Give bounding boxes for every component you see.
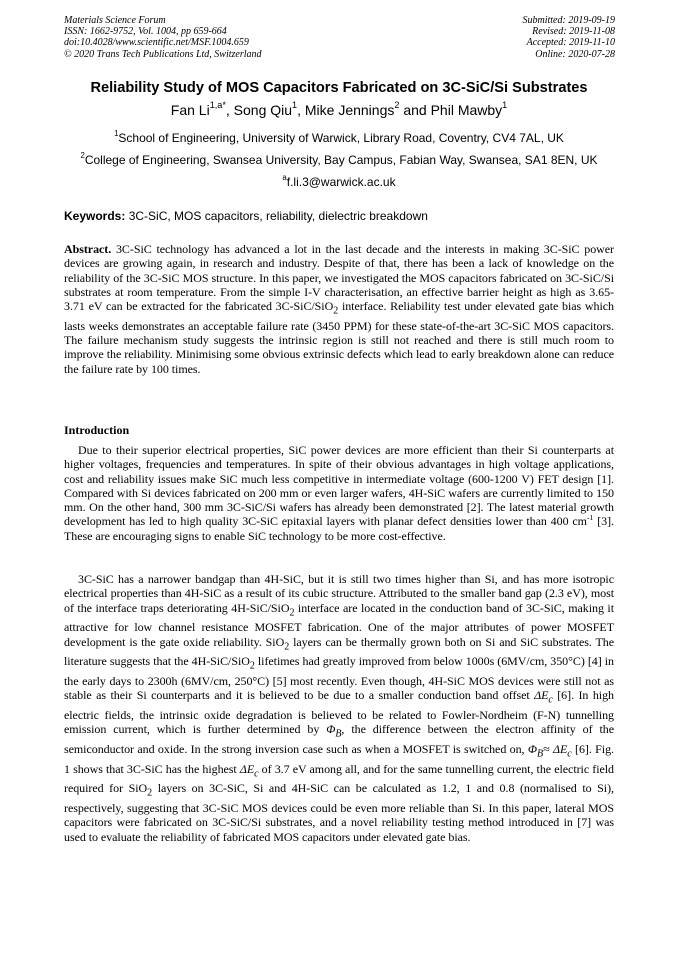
math-symbol: ΔE <box>239 761 255 776</box>
intro-paragraph-2 <box>64 572 614 844</box>
paragraph-text: [6]. In high electric fields, the intrinsic oxide degradation is believed to be related to Fowler-Nordheim (F-N) tunnelling emission current, which is further determined by <box>64 688 614 737</box>
affil-text: College of Engineering, Swansea University, Bay Campus, Fabian Way, Swansea, SA1 8EN, UK <box>84 153 598 167</box>
affiliation-1 <box>0 131 678 145</box>
author-affil-mark: 1 <box>502 100 508 111</box>
issn-line: ISSN: 1662-9752, Vol. 1004, pp 659-664 <box>64 26 227 38</box>
paper-title: Reliability Study of MOS Capacitors Fabricated on 3C-SiC/Si Substrates <box>90 80 588 96</box>
paragraph-text: [6]. Fig. 1 shows that 3C-SiC has the highest <box>64 741 614 776</box>
journal-name: Materials Science Forum <box>64 15 166 26</box>
email-text[interactable]: f.li.3@warwick.ac.uk <box>286 175 396 189</box>
subscript: 2 <box>147 787 153 799</box>
math-symbol: Φ <box>527 741 537 756</box>
subscript: 2 <box>333 305 339 317</box>
paragraph-text: of 3.7 eV among all, and for the same tunnelling current, the electric field required for SiO <box>64 761 614 796</box>
math-subscript: B <box>536 748 544 760</box>
paragraph-text: 3C-SiC has a narrower bandgap than 4H-SiC, but it is still two times higher than Si, and has more isotropic electrical properties than 4H-SiC as a result of its cubic structure. Attributed to the smaller band gap (2.3 eV), most of the interface traps deteriorating 4H-SiC/SiO <box>64 572 614 615</box>
accepted-date: Accepted: 2019-11-10 <box>526 37 615 49</box>
paragraph-text: layers on 3C-SiC, Si and 4H-SiC can be calculated as 1.2, 1 and 0.8 (normalised to Si), respectively, suggesting that 3C-SiC MOS devices could be even more reliable than Si. In this paper, lateral MOS capacitors were fabricated on 3C-SiC/Si substrates, and a novel reliability testing method introduced in [7] was used to evaluate the reliability of fabricated MOS capacitors under elevated gate bias. <box>64 781 614 844</box>
paragraph-text: interface are located in the conduction band of 3C-SiC, making it attractive for low channel resistance MOSFET fabrication. One of the major attributes of power MOSFET development is the gate oxide reliability. SiO <box>64 600 614 649</box>
author-list <box>0 102 678 118</box>
paragraph-text: [3]. These are encouraging signs to enable SiC technology to be more cost-effective. <box>64 514 614 543</box>
author-name: Song Qiu <box>233 102 293 118</box>
author-email[interactable] <box>0 175 678 189</box>
abstract-text: 3C-SiC technology has advanced a lot in the last decade and the interests in making 3C-SiC power devices are growing again, in research and industry. Despite of that, there has been a lack of knowledge on the reliability of the 3C-SiC MOS structure. In this paper, we investigated the MOS capacitors fabricated on 3C-SiC/Si substrates at room temperature. From the simple I-V characterisation, an effective barrier height as high as 3.65-3.71 eV can be extracted for the fabricated 3C-SiC/SiO <box>64 242 614 314</box>
affiliation-2 <box>0 153 678 167</box>
doi-line[interactable]: doi:10.4028/www.scientific.net/MSF.1004.659 <box>64 37 249 49</box>
author-name: Mike Jennings <box>304 102 395 118</box>
superscript: -1 <box>586 512 594 522</box>
author-separator: and <box>399 102 431 118</box>
email-mark: a <box>282 173 287 183</box>
subscript: 2 <box>289 606 295 618</box>
paragraph-text: lifetimes had greatly improved from below 1000s (6MV/cm, 350°C) [4] in the early days to 2300h (6MV/cm, 250°C) [5] most recently. Even though, 4H-SiC MOS devices were still not as stable as their Si counterparts and it is believed to be due to a smaller conduction band offset <box>64 654 614 703</box>
math-symbol: Φ <box>326 722 336 737</box>
journal-header <box>64 15 262 60</box>
keywords-label: Keywords: <box>64 209 126 223</box>
copyright-line: © 2020 Trans Tech Publications Ltd, Switzerland <box>64 48 262 60</box>
math-subscript: c <box>567 748 572 760</box>
author-affil-mark: 1,a* <box>209 100 226 111</box>
abstract <box>64 242 614 376</box>
submitted-date: Submitted: 2019-09-19 <box>522 15 615 26</box>
author-affil-mark: 1 <box>292 100 298 111</box>
math-subscript: c <box>254 768 259 779</box>
subscript: 2 <box>284 640 290 652</box>
dates-header <box>523 15 616 60</box>
math-symbol: ΔE <box>534 688 549 703</box>
math-subscript: c <box>548 694 553 706</box>
affil-mark: 2 <box>80 151 85 161</box>
keywords-line <box>64 209 428 223</box>
affil-mark: 1 <box>114 129 119 139</box>
keywords-text: 3C-SiC, MOS capacitors, reliability, dielectric breakdown <box>125 209 428 223</box>
abstract-label: Abstract. <box>64 242 112 256</box>
section-heading-introduction: Introduction <box>64 423 130 437</box>
subscript: 2 <box>249 660 255 672</box>
online-date: Online: 2020-07-28 <box>535 48 615 60</box>
author-name: Fan Li <box>170 102 210 118</box>
affil-text: School of Engineering, University of Warwick, Library Road, Coventry, CV4 7AL, UK <box>118 131 564 145</box>
abstract-text: interface. Reliability test under elevated gate bias which lasts weeks demonstrates an acceptable failure rate (3450 PPM) for these state-of-the-art 3C-SiC MOS capacitors. The failure mechanism study suggests the intrinsic region is still not reached and there is still much room to improve the reliability. Minimising some obvious extrinsic defects which lead to early breakdown alone can reduce the failure rate by 100 times. <box>64 299 614 376</box>
revised-date: Revised: 2019-11-08 <box>532 26 615 38</box>
author-affil-mark: 2 <box>394 100 400 111</box>
math-symbol: ≈ ΔE <box>543 741 568 756</box>
math-subscript: B <box>335 728 342 740</box>
intro-paragraph-1 <box>64 443 614 543</box>
paragraph-text: Due to their superior electrical properties, SiC power devices are more efficient than their Si counterparts at higher voltages, frequencies and temperatures. In spite of their obvious advantages in high voltage applications, cost and reliability issues make SiC much less competitive in intermediate voltage (600-1200 V) FET design [1]. Compared with Si devices fabricated on 200 mm or even larger wafers, 4H-SiC wafers are currently limited to 150 mm. On the other hand, 300 mm 3C-SiC/Si wafers has already been demonstrated [2]. The latest material growth development has led to high quality 3C-SiC epitaxial layers with planar defect densities lower than 400 cm <box>64 443 614 529</box>
paragraph-text: layers can be thermally grown both on Si and SiC substrates. The literature suggests that the 4H-SiC/SiO <box>64 634 614 669</box>
author-separator: , <box>225 102 234 118</box>
author-name: Phil Mawby <box>430 102 503 118</box>
paragraph-text: , the difference between the electron affinity of the semiconductor and oxide. In the strong inversion case such as when a MOSFET is switched on, <box>64 722 615 756</box>
author-separator: , <box>297 102 305 118</box>
